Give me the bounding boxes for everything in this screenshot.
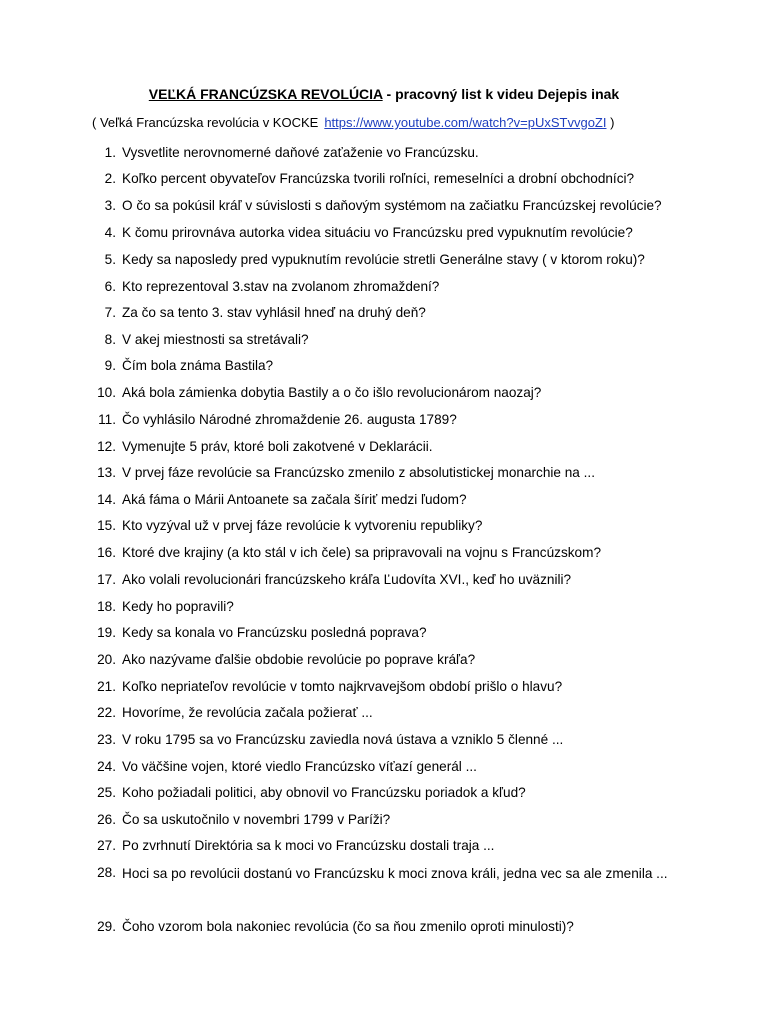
question-text: Ktoré dve krajiny (a kto stál v ich čele) sa pripravovali na vojnu s Francúzskom? <box>122 545 602 560</box>
question-item <box>0 700 768 726</box>
question-text: Čoho vzorom bola nakoniec revolúcia (čo sa ňou zmenilo oproti minulosti)? <box>122 919 574 934</box>
question-item <box>0 567 768 593</box>
question-number: 19. <box>97 625 116 640</box>
question-text: Vymenujte 5 práv, ktoré boli zakotvené v Deklarácii. <box>122 439 433 454</box>
question-item <box>0 620 768 646</box>
question-number: 2. <box>104 171 116 186</box>
question-item <box>0 914 768 940</box>
question-text: Vysvetlite nerovnomerné daňové zaťaženie vo Francúzsku. <box>122 145 479 160</box>
question-number: 5. <box>104 252 116 267</box>
question-text: V akej miestnosti sa stretávali? <box>122 332 309 347</box>
question-item <box>0 460 768 486</box>
video-link[interactable]: https://www.youtube.com/watch?v=pUxSTvvgoZI <box>324 115 607 130</box>
question-number: 23. <box>97 732 116 747</box>
question-item <box>0 833 768 859</box>
subtitle-open: ( Veľká Francúzska revolúcia v KOCKE <box>92 115 319 130</box>
question-number: 28. <box>97 865 116 880</box>
question-number: 1. <box>104 145 116 160</box>
question-text: Koľko percent obyvateľov Francúzska tvorili roľníci, remeselníci a drobní obchodníci? <box>122 171 635 186</box>
question-number: 27. <box>97 838 116 853</box>
question-number: 7. <box>104 305 116 320</box>
question-item <box>0 247 768 273</box>
page-title <box>0 86 768 102</box>
question-text: Kto reprezentoval 3.stav na zvolanom zhromaždení? <box>122 279 440 294</box>
question-text: Koho požiadali politici, aby obnovil vo Francúzsku poriadok a kľud? <box>122 785 526 800</box>
question-item <box>0 434 768 460</box>
question-text: Po zvrhnutí Direktória sa k moci vo Francúzsku dostali traja ... <box>122 838 495 853</box>
question-text: Koľko nepriateľov revolúcie v tomto najkrvavejšom období prišlo o hlavu? <box>122 679 563 694</box>
question-text: Aká bola zámienka dobytia Bastily a o čo išlo revolucionárom naozaj? <box>122 385 542 400</box>
question-number: 20. <box>97 652 116 667</box>
question-text: Ako nazývame ďalšie obdobie revolúcie po poprave kráľa? <box>122 652 476 667</box>
question-item <box>0 674 768 700</box>
question-number: 18. <box>97 599 116 614</box>
question-number: 8. <box>104 332 116 347</box>
question-text: Hoci sa po revolúcii dostanú vo Francúzsku k moci znova králi, jedna vec sa ale zmenila ... <box>122 866 668 881</box>
question-text: Za čo sa tento 3. stav vyhlásil hneď na druhý deň? <box>122 305 426 320</box>
question-text: Kedy ho popravili? <box>122 599 234 614</box>
question-item <box>0 353 768 379</box>
title-suffix: - pracovný list k videu Dejepis inak <box>382 86 620 102</box>
question-number: 15. <box>97 518 116 533</box>
title-main: VEĽKÁ FRANCÚZSKA REVOLÚCIA <box>148 86 383 102</box>
question-item <box>0 166 768 192</box>
question-number: 14. <box>97 492 116 507</box>
question-item <box>0 860 768 914</box>
question-text: Hovoríme, že revolúcia začala požierať ... <box>122 705 373 720</box>
question-item <box>0 407 768 433</box>
question-item <box>0 780 768 806</box>
question-item <box>0 140 768 166</box>
question-text: Vo väčšine vojen, ktoré viedlo Francúzsko víťazí generál ... <box>122 759 477 774</box>
question-item <box>0 300 768 326</box>
question-text: Čím bola známa Bastila? <box>122 358 274 373</box>
question-number: 3. <box>104 198 116 213</box>
question-text: K čomu prirovnáva autorka videa situáciu vo Francúzsku pred vypuknutím revolúcie? <box>122 225 633 240</box>
question-number: 4. <box>104 225 116 240</box>
question-text: O čo sa pokúsil kráľ v súvislosti s daňovým systémom na začiatku Francúzskej revolúcie? <box>122 198 662 213</box>
question-text: V prvej fáze revolúcie sa Francúzsko zmenilo z absolutistickej monarchie na ... <box>122 465 595 480</box>
question-number: 17. <box>97 572 116 587</box>
question-item <box>0 807 768 833</box>
question-number: 24. <box>97 759 116 774</box>
question-text: Ako volali revolucionári francúzskeho kráľa Ľudovíta XVI., keď ho uväznili? <box>122 572 572 587</box>
question-text: Kedy sa konala vo Francúzsku posledná poprava? <box>122 625 427 640</box>
question-number: 10. <box>97 385 116 400</box>
question-number: 21. <box>97 679 116 694</box>
question-item <box>0 754 768 780</box>
question-item <box>0 193 768 219</box>
question-item <box>0 220 768 246</box>
subtitle <box>92 115 692 130</box>
question-number: 9. <box>104 358 116 373</box>
question-item <box>0 274 768 300</box>
question-number: 25. <box>97 785 116 800</box>
question-number: 11. <box>98 412 116 427</box>
question-item <box>0 487 768 513</box>
question-text: Kedy sa naposledy pred vypuknutím revolúcie stretli Generálne stavy ( v ktorom roku)? <box>122 252 645 267</box>
question-item <box>0 513 768 539</box>
question-number: 16. <box>97 545 116 560</box>
question-item <box>0 327 768 353</box>
question-item <box>0 380 768 406</box>
question-number: 29. <box>97 919 116 934</box>
question-item <box>0 594 768 620</box>
question-number: 13. <box>97 465 116 480</box>
question-number: 12. <box>97 439 116 454</box>
question-text: Aká fáma o Márii Antoanete sa začala šíriť medzi ľudom? <box>122 492 467 507</box>
question-text: Kto vyzýval už v prvej fáze revolúcie k vytvoreniu republiky? <box>122 518 483 533</box>
question-number: 22. <box>97 705 116 720</box>
question-item <box>0 540 768 566</box>
question-text: Čo vyhlásilo Národné zhromaždenie 26. augusta 1789? <box>122 412 457 427</box>
question-item <box>0 727 768 753</box>
question-number: 26. <box>97 812 116 827</box>
question-text: V roku 1795 sa vo Francúzsku zaviedla nová ústava a vzniklo 5 členné ... <box>122 732 564 747</box>
question-item <box>0 647 768 673</box>
question-number: 6. <box>104 279 116 294</box>
question-text: Čo sa uskutočnilo v novembri 1799 v Paríži? <box>122 812 391 827</box>
subtitle-close: ) <box>606 115 615 130</box>
